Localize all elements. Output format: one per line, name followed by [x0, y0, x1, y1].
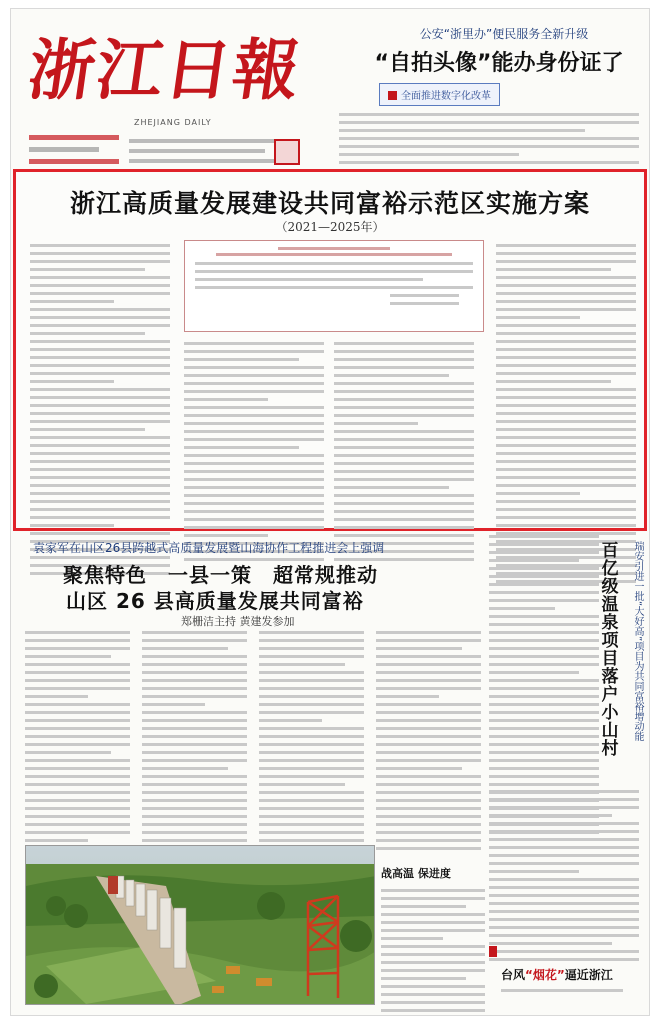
photo-caption[interactable]: 战高温 保进度: [381, 867, 451, 880]
newspaper-logo[interactable]: 浙江日報: [23, 31, 307, 109]
typhoon-headline-prefix: 台风: [501, 968, 526, 982]
top-story-body: [339, 113, 639, 177]
side-story[interactable]: [489, 535, 645, 935]
lower-story-title-line2[interactable]: 山区 26 县高质量发展共同富裕: [66, 589, 364, 613]
lower-story-title-line1[interactable]: 聚焦特色 一县一策 超常规推动: [63, 563, 378, 587]
top-story-title[interactable]: “自拍头像”能办身份证了: [374, 51, 624, 76]
photo-story-body: [381, 889, 485, 1016]
typhoon-headline[interactable]: [501, 966, 645, 983]
feature-column-2: [184, 342, 324, 566]
badge-icon: [388, 91, 397, 100]
feature-column-3: [334, 342, 474, 566]
lower-column-2: [142, 631, 247, 871]
side-story-headline-block[interactable]: [597, 541, 645, 757]
construction-photo-image: [26, 846, 375, 1005]
typhoon-news-box[interactable]: [489, 939, 645, 1009]
section-label-bar: [489, 946, 497, 957]
side-story-headline[interactable]: 百亿级温泉项目落户小山村: [597, 541, 618, 757]
lower-column-4: [376, 631, 481, 855]
side-story-subhead: 瑞安引进一批“大好高”项目为共同富裕增动能: [632, 541, 643, 742]
logo-subtitle: ZHEJIANG DAILY: [134, 118, 212, 127]
newspaper-page: [10, 8, 650, 1016]
official-notice-box: [184, 240, 484, 332]
feature-article[interactable]: [13, 169, 647, 531]
feature-title[interactable]: 浙江高质量发展建设共同富裕示范区实施方案: [69, 189, 590, 218]
masthead: [19, 15, 643, 173]
feature-years: （2021—2025年）: [275, 220, 385, 234]
feature-column-1: [30, 244, 170, 580]
lower-story-body: [25, 631, 483, 841]
notice-subheading-line: [195, 253, 473, 256]
notice-heading-line: [195, 247, 473, 250]
top-story-kicker: 公安“浙里办”便民服务全新升级: [419, 27, 589, 41]
top-right-story[interactable]: [339, 25, 639, 106]
digital-reform-badge[interactable]: [379, 83, 500, 106]
notice-body: [195, 262, 473, 305]
lower-column-3: [259, 631, 364, 871]
typhoon-name: “烟花”: [525, 968, 565, 982]
badge-label: 全面推进数字化改革: [401, 91, 491, 102]
qr-code-icon: [274, 139, 300, 165]
construction-photo[interactable]: [25, 845, 375, 1005]
typhoon-subline: [501, 989, 645, 992]
masthead-info-lines: [29, 135, 139, 171]
lower-story-kicker: 袁家军在山区26县跨越式高质量发展暨山海协作工程推进会上强调: [33, 541, 385, 555]
typhoon-headline-suffix: 逼近浙江: [564, 968, 613, 982]
lower-story-byline: 郑栅洁主持 黄建发参加: [181, 615, 295, 628]
